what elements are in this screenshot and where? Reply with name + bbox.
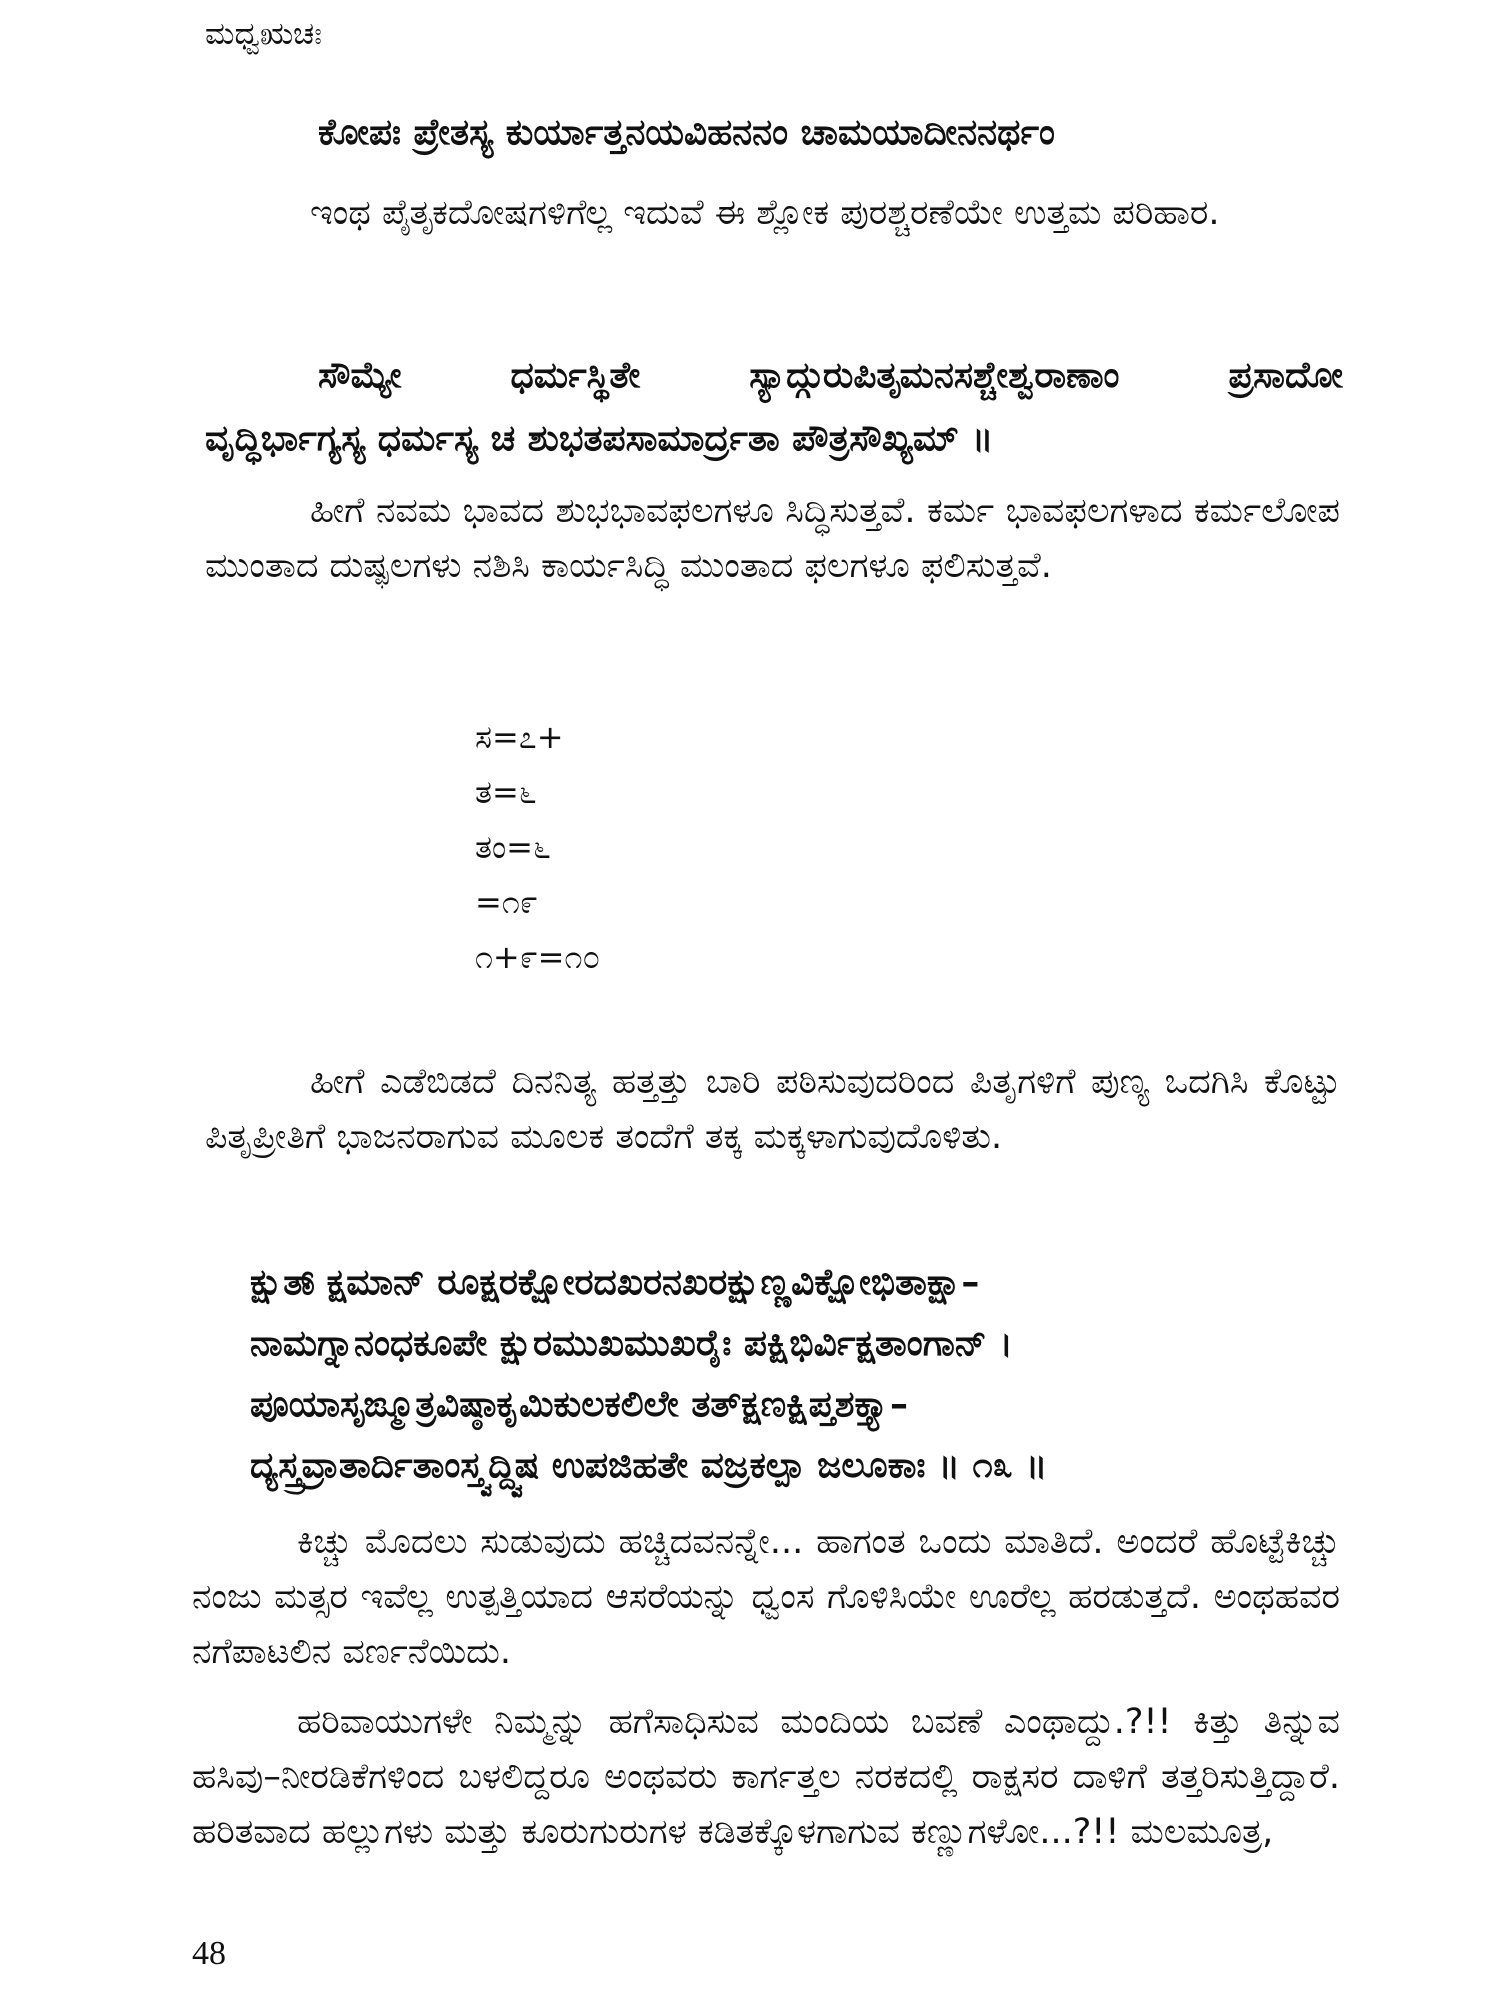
calculation-line: ಸ=೭+ — [475, 718, 564, 756]
verse-line: ದ್ಯಸ್ತ್ರವ್ರಾತಾರ್ದಿತಾಂಸ್ತ್ವದ್ದ್ವಿಷ ಉಪಜಿಹತೇ ವಜ್ರಕಲ್ಪಾ ಜಲೂಕಾಃ ॥ ೧೩ ॥ — [250, 1445, 1048, 1486]
calculation-line: =೧೯ — [475, 883, 538, 921]
calculation-line: ತಂ=೬ — [475, 828, 551, 866]
running-header: ಮಧ್ವಋಚಃ — [205, 16, 322, 52]
paragraph: ಕಿಚ್ಚು ಮೊದಲು ಸುಡುವುದು ಹಚ್ಚಿದವನನ್ನೇ... ಹಾಗಂತ ಒಂದು ಮಾತಿದೆ. ಅಂದರೆ ಹೊಟ್ಟೆಕಿಚ್ಚು ನಂಜು ಮತ್ಸರ ಇವೆಲ್ಲ ಉತ್ಪತ್ತಿಯಾದ ಆಸರೆಯನ್ನು ಧ್ವಂಸ ಗೊಳಿಸಿಯೇ ಊರೆಲ್ಲ ಹರಡುತ್ತದೆ. ಅಂಥಹವರ ನಗೆಪಾಟಲಿನ ವರ್ಣನೆಯಿದು. — [192, 1522, 1340, 1672]
calculation-line: ೧+೯=೧೦ — [475, 938, 601, 976]
verse-line: ನಾಮಗ್ನಾನಂಧಕೂಪೇ ಕ್ಷುರಮುಖಮುಖರೈಃ ಪಕ್ಷಿಭಿರ್ವಿಕ್ಷತಾಂಗಾನ್ । — [250, 1323, 1013, 1364]
verse-line: ಸೌಮ್ಯೇ ಧರ್ಮಸ್ಥಿತೇ ಸ್ಯಾದ್ಗುರುಪಿತೃಮನಸಶ್ಚೇಶ್ವರಾಣಾಂ ಪ್ರಸಾದೋ — [318, 355, 1343, 396]
calculation-line: ತ=೬ — [475, 773, 537, 811]
verse-line: ಪೂಯಾಸೃಙ್ಮೂತ್ರವಿಷ್ಠಾಕೃಮಿಕುಲಕಲಿಲೇ ತತ್ಕ್ಷಣಕ್ಷಿಪ್ತಶಕ್ತ್ಯಾ– — [250, 1384, 909, 1425]
paragraph: ಹೀಗೆ ಎಡೆಬಿಡದೆ ದಿನನಿತ್ಯ ಹತ್ತತ್ತು ಬಾರಿ ಪಠಿಸುವುದರಿಂದ ಪಿತೃಗಳಿಗೆ ಪುಣ್ಯ ಒದಗಿಸಿ ಕೊಟ್ಟು ಪಿತೃಪ್ರೀತಿಗೆ ಭಾಜನರಾಗುವ ಮೂಲಕ ತಂದೆಗೆ ತಕ್ಕ ಮಕ್ಕಳಾಗುವುದೊಳಿತು. — [205, 1062, 1340, 1157]
verse-line: ಕೋಪಃ ಪ್ರೇತಸ್ಯ ಕುರ್ಯಾತ್ತನಯವಿಹನನಂ ಚಾಮಯಾದೀನನರ್ಥಂ — [318, 112, 1055, 153]
verse-line: ವೃದ್ಧಿರ್ಭಾಗ್ಯಸ್ಯ ಧರ್ಮಸ್ಯ ಚ ಶುಭತಪಸಾಮಾರ್ದ್ರತಾ ಪೌತ್ರಸೌಖ್ಯಮ್ ॥ — [205, 418, 994, 459]
verse-line: ಕ್ಷುತ್ಕ್ಷಾಮಾನ್ ರೂಕ್ಷರಕ್ಷೋರದಖರನಖರಕ್ಷುಣ್ಣವಿಕ್ಷೋಭಿತಾಕ್ಷಾ– — [250, 1262, 980, 1303]
page-number: 48 — [192, 1935, 226, 1972]
paragraph: ಇಂಥ ಪೈತೃಕದೋಷಗಳಿಗೆಲ್ಲ ಇದುವೆ ಈ ಶ್ಲೋಕ ಪುರಶ್ಚರಣೆಯೇ ಉತ್ತಮ ಪರಿಹಾರ. — [310, 193, 1220, 233]
paragraph: ಹರಿವಾಯುಗಳೇ ನಿಮ್ಮನ್ನು ಹಗೆಸಾಧಿಸುವ ಮಂದಿಯ ಬವಣೆ ಎಂಥಾದ್ದು.?!! ಕಿತ್ತು ತಿನ್ನುವ ಹಸಿವು–ನೀರಡಿಕೆಗಳಿಂದ ಬಳಲಿದ್ದರೂ ಅಂಥವರು ಕಾರ್ಗತ್ತಲ ನರಕದಲ್ಲಿ ರಾಕ್ಷಸರ ದಾಳಿಗೆ ತತ್ತರಿಸುತ್ತಿದ್ದಾರೆ. ಹರಿತವಾದ ಹಲ್ಲುಗಳು ಮತ್ತು ಕೂರುಗುರುಗಳ ಕಡಿತಕ್ಕೊಳಗಾಗುವ ಕಣ್ಣುಗಳೋ...?!! ಮಲಮೂತ್ರ, — [192, 1702, 1340, 1852]
paragraph: ಹೀಗೆ ನವಮ ಭಾವದ ಶುಭಭಾವಫಲಗಳೂ ಸಿದ್ಧಿಸುತ್ತವೆ. ಕರ್ಮ ಭಾವಫಲಗಳಾದ ಕರ್ಮಲೋಪ ಮುಂತಾದ ದುಷ್ಫಲಗಳು ನಶಿಸಿ ಕಾರ್ಯಸಿದ್ಧಿ ಮುಂತಾದ ಫಲಗಳೂ ಫಲಿಸುತ್ತವೆ. — [205, 491, 1340, 586]
